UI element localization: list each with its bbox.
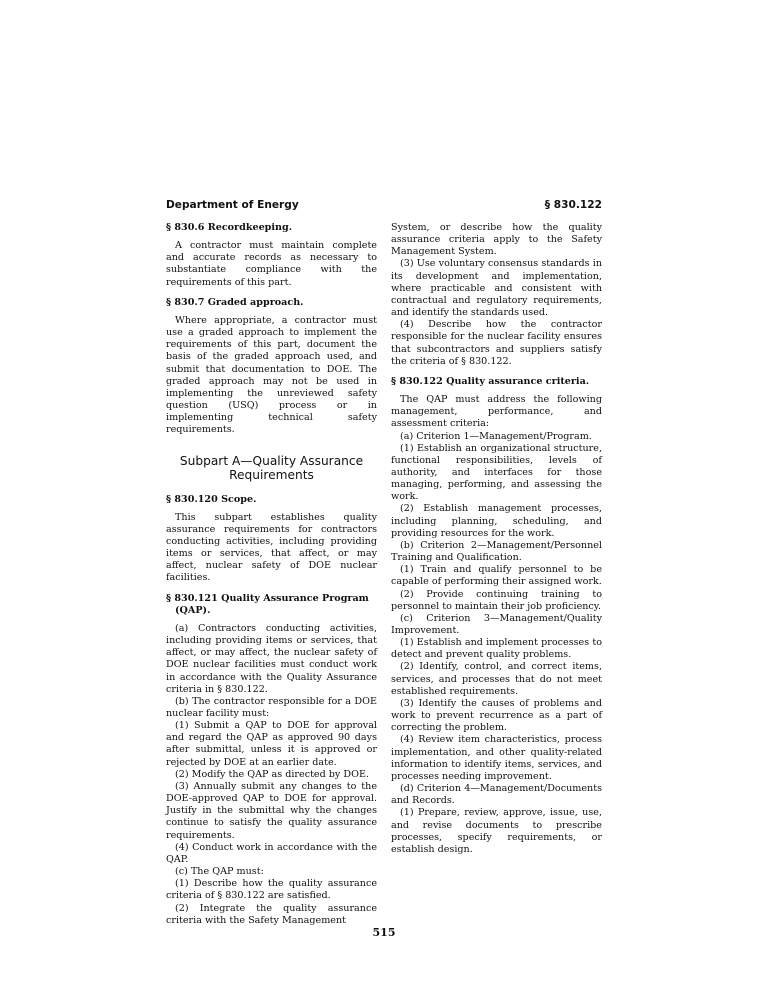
- section-heading: § 830.122 Quality assurance criteria.: [391, 375, 590, 387]
- paragraph: (2) Integrate the quality assurance criteria with the Safety Management: [166, 902, 377, 926]
- paragraph: (1) Establish an organizational structure, functional responsibilities, levels of authority, and interfaces for those managing, performing, and assessing the work.: [391, 442, 602, 503]
- section-heading: § 830.120 Scope.: [166, 493, 257, 505]
- paragraph: (3) Use voluntary consensus standards in its development and implementation, where practicable and consistent with contractual and regulatory requirements, and identify the standards used.: [391, 258, 602, 319]
- section-heading: § 830.121 Quality Assurance Program (QAP).: [166, 592, 369, 616]
- paragraph: (1) Describe how the quality assurance criteria of § 830.122 are satisfied.: [166, 878, 377, 902]
- section-text: This subpart establishes quality assurance requirements for contractors conducting activities, including providing items or services, that affect, or may affect, nuclear safety of DOE nuclear facilities.: [166, 511, 377, 584]
- paragraph: (4) Conduct work in accordance with the QAP.: [166, 841, 377, 865]
- section-text: Where appropriate, a contractor must use a graded approach to implement the requirements of this part, document the basis of the graded approach used, and submit that documentation to DOE. The graded approach may not be used in implementing the unreviewed safety question (USQ) process or in implementing technical safety requirements.: [166, 314, 377, 436]
- paragraph: (2) Provide continuing training to personnel to maintain their job proficiency.: [391, 588, 602, 612]
- paragraph: (3) Annually submit any changes to the DOE-approved QAP to DOE for approval. Justify in the submittal why the changes continue to satisfy the quality assurance requirements.: [166, 780, 377, 841]
- page-number: 515: [372, 926, 396, 939]
- paragraph: (1) Submit a QAP to DOE for approval and regard the QAP as approved 90 days after submittal, unless it is approved or rejected by DOE at an earlier date.: [166, 720, 377, 768]
- paragraph: The QAP must address the following management, performance, and assessment criteria:: [391, 394, 602, 430]
- paragraph: (1) Establish and implement processes to detect and prevent quality problems.: [391, 637, 602, 661]
- paragraph: (3) Identify the causes of problems and work to prevent recurrence as a part of correcting the problem.: [391, 697, 602, 734]
- paragraph: (4) Review item characteristics, process implementation, and other quality-related information to identify items, services, and processes needing improvement.: [391, 734, 602, 782]
- paragraph: (1) Train and qualify personnel to be capable of performing their assigned work.: [391, 564, 602, 588]
- paragraph: (c) Criterion 3—Management/Quality Improvement.: [391, 612, 602, 636]
- right-column: [391, 222, 602, 856]
- section-number: § 830.122: [544, 199, 602, 211]
- left-column: [166, 222, 377, 927]
- paragraph: (1) Prepare, review, approve, issue, use, and revise documents to prescribe processes, specify requirements, or establish design.: [391, 807, 602, 855]
- agency-name: Department of Energy: [166, 199, 299, 211]
- paragraph: (2) Modify the QAP as directed by DOE.: [175, 768, 370, 780]
- paragraph: (c) The QAP must:: [175, 866, 264, 878]
- running-head: [166, 199, 602, 215]
- subpart-title: Subpart A—Quality Assurance Requirements: [179, 453, 364, 482]
- paragraph: (b) The contractor responsible for a DOE nuclear facility must:: [166, 695, 377, 719]
- paragraph: (b) Criterion 2—Management/Personnel Training and Qualification.: [391, 539, 602, 564]
- paragraph: (a) Criterion 1—Management/Program.: [400, 430, 592, 442]
- paragraph: System, or describe how the quality assurance criteria apply to the Safety Management System.: [391, 222, 602, 258]
- paragraph: (4) Describe how the contractor responsible for the nuclear facility ensures that subcontractors and suppliers satisfy the criteria of § 830.122.: [391, 319, 602, 367]
- paragraph: (a) Contractors conducting activities, including providing items or services, that affect, or may affect, the nuclear safety of DOE nuclear facilities must conduct work in accordance with the Quality Assurance criteria in § 830.122.: [166, 622, 377, 695]
- section-heading: § 830.7 Graded approach.: [166, 296, 304, 308]
- paragraph: (2) Establish management processes, including planning, scheduling, and providing resources for the work.: [391, 503, 602, 539]
- paragraph: (d) Criterion 4—Management/Documents and Records.: [391, 783, 602, 807]
- section-heading: § 830.6 Recordkeeping.: [166, 222, 293, 233]
- paragraph: (2) Identify, control, and correct items, services, and processes that do not meet established requirements.: [391, 661, 602, 697]
- section-text: A contractor must maintain complete and accurate records as necessary to substantiate compliance with the requirements of this part.: [166, 240, 377, 288]
